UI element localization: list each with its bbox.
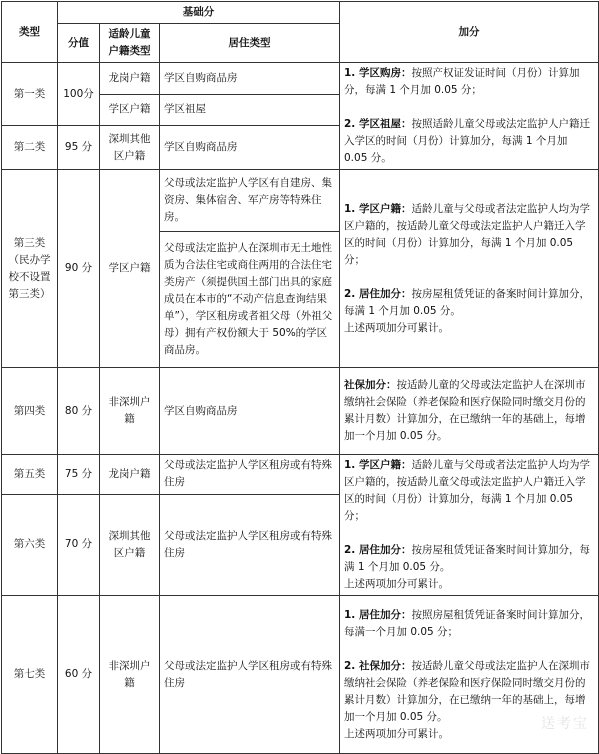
housing-cell: 父母或法定监护人学区租房或有特殊住房 [160,494,340,595]
housing-cell: 父母或法定监护人学区租房或有特殊住房 [160,596,340,754]
bonus-cell-cat3 [340,170,599,368]
bonus-text: 按房屋租赁凭证的备案时间计算加分，每满 1 个月加 0.05 分。 [344,287,590,317]
type-cell: 第四类 [2,368,58,455]
score-cell: 80 分 [58,368,100,455]
score-cell: 75 分 [58,455,100,495]
type-cell: 第六类 [2,494,58,595]
bonus-note: 上述两项加分可累计。 [344,727,449,740]
bonus-heading: 1. 学区户籍： [344,459,412,471]
bonus-cell-cat1-cat2 [340,63,599,170]
bonus-note: 上述两项加分可累计。 [344,578,449,590]
bonus-paragraph [344,607,594,641]
bonus-heading: 2. 居住加分： [344,287,412,300]
table-row-cat5 [2,455,599,495]
score-cell: 70 分 [58,494,100,595]
score-cell: 60 分 [58,596,100,754]
housing-cell: 父母或法定监护人在深圳市无土地性质为合法住宅或商住两用的合法住宅类房产（须提供国土部门出具的家庭成员在本市的“不动产信息查询结果单”），学区租房或者祖父母（外祖父母）拥有产权份额大于 50%的学区商品房。 [160,232,340,368]
hukou-cell: 学区户籍 [100,170,160,368]
hukou-cell: 深圳其他区户籍 [100,494,160,595]
bonus-text: 按适龄儿童父母或法定监护人在深圳市缴纳社会保险（养老保险和医疗保险同时缴交月份的累计月数）计算加分，在已缴纳一年的基础上，每增加一个月加 0.05 分。 [344,659,590,723]
bonus-paragraph [344,286,594,320]
admission-score-table [1,1,599,754]
score-cell: 95 分 [58,126,100,170]
housing-cell: 父母或法定监护人学区租房或有特殊住房 [160,455,340,495]
bonus-text: 按照产权证发证时间（月份）计算加分，每满 1 个月加 0.05 分； [344,67,580,96]
header-bonus: 加分 [340,2,599,63]
table-row-cat1-a [2,63,599,95]
type-cell: 第七类 [2,596,58,754]
bonus-text: 按照适龄儿童父母或法定监护人户籍迁入学区的时间（月份）计算加分，每满 1 个月加 0.05 分。 [344,118,590,164]
bonus-heading: 2. 学区祖屋： [344,118,412,130]
bonus-heading: 1. 居住加分： [344,608,412,621]
table-row-cat4 [2,368,599,455]
bonus-heading: 2. 社保加分： [344,659,412,672]
hukou-cell: 非深圳户籍 [100,596,160,754]
type-cell: 第五类 [2,455,58,495]
bonus-text: 按适龄儿童的父母或法定监护人在深圳市缴纳社会保险（养老保险和医疗保险同时缴交月份的累计月数）计算加分，在已缴纳一年的基础上，每增加一个月加 0.05 分。 [344,379,586,442]
type-cell: 第二类 [2,126,58,170]
hukou-cell: 深圳其他区户籍 [100,126,160,170]
bonus-heading: 1. 学区户籍： [344,202,412,215]
bonus-text: 适龄儿童与父母或者法定监护人均为学区户籍的，按适龄儿童父母或法定监护人户籍迁入学区的时间（月份）计算加分，每满 1 个月加 0.05 分； [344,459,590,522]
header-score: 分值 [58,24,100,63]
header-basic-score: 基础分 [58,2,340,24]
watermark: 送考宝 [541,716,589,732]
bonus-cell-cat5-cat6 [340,455,599,596]
score-cell: 100分 [58,63,100,126]
type-cell: 第三类（民办学校不设置第三类） [2,170,58,368]
housing-cell: 父母或法定监护人学区有自建房、集资房、集体宿舍、军产房等特殊住房。 [160,170,340,232]
housing-cell: 学区祖屋 [160,94,340,126]
bonus-paragraph [344,116,594,167]
bonus-cell-cat4 [340,368,599,455]
header-housing: 居住类型 [160,24,340,63]
bonus-paragraph [344,542,594,576]
housing-cell: 学区自购商品房 [160,63,340,95]
bonus-heading: 社保加分： [344,379,397,391]
bonus-paragraph [344,65,594,99]
bonus-heading: 1. 学区购房： [344,67,412,79]
table-row-cat3-a [2,170,599,232]
type-cell: 第一类 [2,63,58,126]
hukou-cell: 龙岗户籍 [100,63,160,95]
housing-cell: 学区自购商品房 [160,368,340,455]
header-type: 类型 [2,2,58,63]
header-hukou: 适龄儿童户籍类型 [100,24,160,63]
bonus-paragraph [344,457,594,525]
hukou-cell: 非深圳户籍 [100,368,160,455]
bonus-heading: 2. 居住加分： [344,544,412,556]
hukou-cell: 学区户籍 [100,94,160,126]
bonus-paragraph [344,201,594,269]
housing-cell: 学区自购商品房 [160,126,340,170]
bonus-note: 上述两项加分可累计。 [344,321,449,334]
bonus-paragraph [344,377,594,445]
header-row-1 [2,2,599,24]
hukou-cell: 龙岗户籍 [100,455,160,495]
bonus-text: 按房屋租赁凭证备案时间计算加分，每满 1 个月加 0.05 分。 [344,544,590,573]
score-cell: 90 分 [58,170,100,368]
table-row-cat7 [2,596,599,754]
bonus-text: 按照房屋租赁凭证备案时间计算加分，每满一个月加 0.05 分； [344,608,590,638]
bonus-text: 适龄儿童与父母或者法定监护人均为学区户籍的，按适龄儿童父母或法定监护人户籍迁入学区的时间（月份）计算加分，每满 1 个月加 0.05 分； [344,202,590,266]
